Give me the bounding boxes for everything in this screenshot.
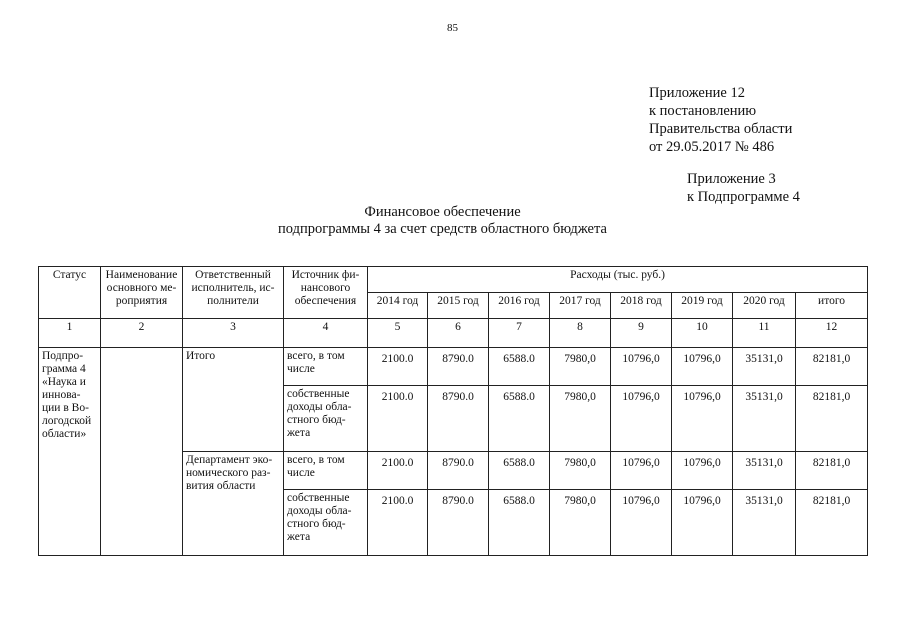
appendix-sub-line: Приложение 3 xyxy=(687,171,776,187)
header-measure: Наименование основного ме- роприятия xyxy=(101,267,183,319)
value-cell: 10796,0 xyxy=(672,348,733,386)
column-number: 6 xyxy=(428,319,489,348)
header-executor: Ответственный исполнитель, ис- полнители xyxy=(183,267,284,319)
value-cell: 2100.0 xyxy=(368,386,428,452)
value-cell: 2100.0 xyxy=(368,452,428,490)
value-cell: 10796,0 xyxy=(672,452,733,490)
column-number: 1 xyxy=(39,319,101,348)
header-expenses: Расходы (тыс. руб.) xyxy=(368,267,868,293)
table-row xyxy=(39,348,868,386)
value-cell: 7980,0 xyxy=(550,348,611,386)
document-subtitle: подпрограммы 4 за счет средств областного бюджета xyxy=(278,221,607,237)
value-cell: 8790.0 xyxy=(428,490,489,556)
header-total: итого xyxy=(796,293,868,319)
header-status: Статус xyxy=(39,267,101,319)
appendix-sub xyxy=(687,170,800,206)
header-year: 2014 год xyxy=(368,293,428,319)
value-cell: 7980,0 xyxy=(550,490,611,556)
column-number: 11 xyxy=(733,319,796,348)
value-cell: 8790.0 xyxy=(428,386,489,452)
appendix-main-line: от 29.05.2017 № 486 xyxy=(649,139,775,155)
measure-cell xyxy=(101,348,183,556)
value-cell: 35131,0 xyxy=(733,490,796,556)
value-cell: 10796,0 xyxy=(611,348,672,386)
value-cell: 82181,0 xyxy=(796,452,868,490)
value-cell: 10796,0 xyxy=(611,386,672,452)
value-cell: 35131,0 xyxy=(733,452,796,490)
column-number: 2 xyxy=(101,319,183,348)
value-cell: 2100.0 xyxy=(368,490,428,556)
column-number: 8 xyxy=(550,319,611,348)
value-cell: 10796,0 xyxy=(672,490,733,556)
executor-cell: Департамент эко- номического раз- вития области xyxy=(183,452,284,556)
financing-table xyxy=(38,266,868,556)
value-cell: 7980,0 xyxy=(550,386,611,452)
value-cell: 7980,0 xyxy=(550,452,611,490)
header-year: 2016 год xyxy=(489,293,550,319)
executor-cell: Итого xyxy=(183,348,284,452)
appendix-main-line: к постановлению xyxy=(649,103,757,119)
header-year: 2020 год xyxy=(733,293,796,319)
column-number: 9 xyxy=(611,319,672,348)
value-cell: 82181,0 xyxy=(796,348,868,386)
header-year: 2018 год xyxy=(611,293,672,319)
column-number: 4 xyxy=(284,319,368,348)
header-year: 2017 год xyxy=(550,293,611,319)
source-cell: всего, в том числе xyxy=(284,452,368,490)
value-cell: 2100.0 xyxy=(368,348,428,386)
appendix-sub-line: к Подпрограмме 4 xyxy=(687,189,800,205)
value-cell: 35131,0 xyxy=(733,386,796,452)
appendix-main xyxy=(649,84,792,156)
header-year: 2015 год xyxy=(428,293,489,319)
value-cell: 8790.0 xyxy=(428,348,489,386)
column-number: 3 xyxy=(183,319,284,348)
value-cell: 8790.0 xyxy=(428,452,489,490)
column-number: 5 xyxy=(368,319,428,348)
source-cell: всего, в том числе xyxy=(284,348,368,386)
column-number: 10 xyxy=(672,319,733,348)
header-source: Источник фи- нансового обеспечения xyxy=(284,267,368,319)
column-number: 12 xyxy=(796,319,868,348)
value-cell: 82181,0 xyxy=(796,490,868,556)
source-cell: собственные доходы обла- стного бюд- жета xyxy=(284,490,368,556)
appendix-main-line: Приложение 12 xyxy=(649,85,745,101)
appendix-main-line: Правительства области xyxy=(649,121,793,137)
value-cell: 35131,0 xyxy=(733,348,796,386)
value-cell: 10796,0 xyxy=(611,452,672,490)
value-cell: 10796,0 xyxy=(611,490,672,556)
header-year: 2019 год xyxy=(672,293,733,319)
value-cell: 82181,0 xyxy=(796,386,868,452)
status-cell: Подпро- грамма 4 «Наука и иннова- ции в Во- логодской области» xyxy=(39,348,101,556)
value-cell: 6588.0 xyxy=(489,490,550,556)
column-number: 7 xyxy=(489,319,550,348)
source-cell: собственные доходы обла- стного бюд- жета xyxy=(284,386,368,452)
page-number: 85 xyxy=(447,22,458,34)
value-cell: 6588.0 xyxy=(489,386,550,452)
value-cell: 6588.0 xyxy=(489,452,550,490)
document-title: Финансовое обеспечение xyxy=(364,204,521,220)
value-cell: 10796,0 xyxy=(672,386,733,452)
value-cell: 6588.0 xyxy=(489,348,550,386)
